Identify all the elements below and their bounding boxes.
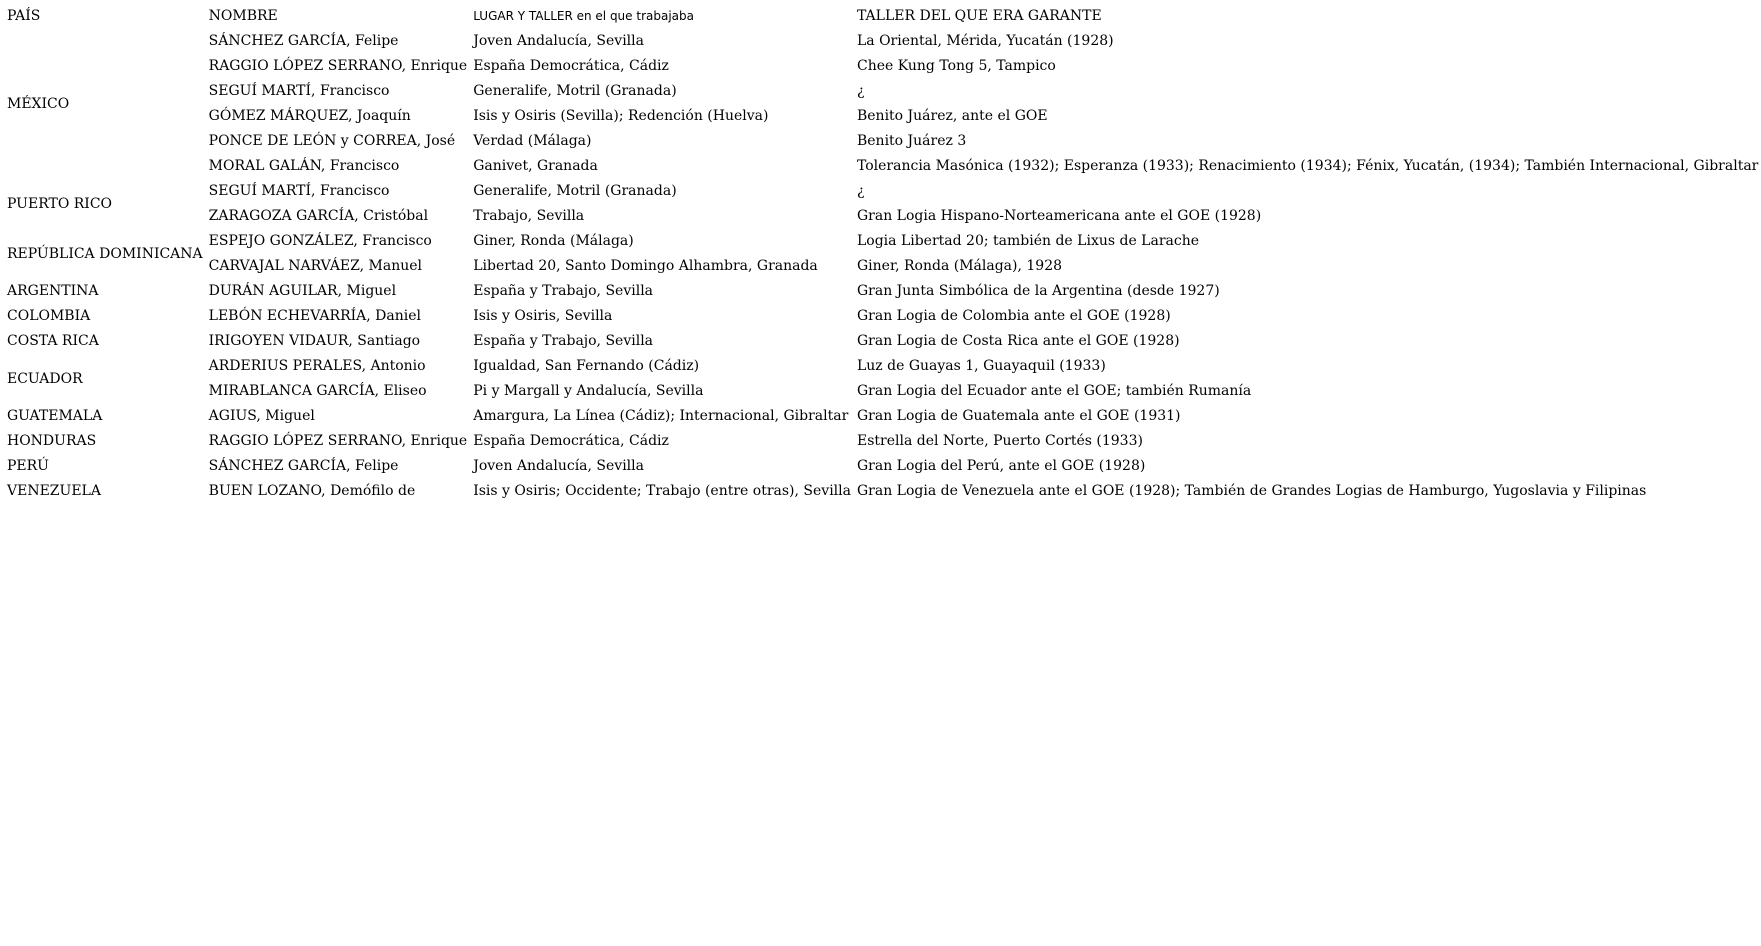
country-cell[interactable]: ARGENTINA — [7, 283, 99, 299]
lugar-cell[interactable]: Generalife, Motril (Granada) — [473, 83, 677, 99]
nombre-cell[interactable]: ARDERIUS PERALES, Antonio — [208, 358, 426, 374]
garante-cell[interactable]: Estrella del Norte, Puerto Cortés (1933) — [856, 433, 1143, 449]
country-cell[interactable]: MÉXICO — [7, 95, 70, 112]
nombre-cell[interactable]: MIRABLANCA GARCÍA, Eliseo — [208, 383, 427, 399]
lugar-cell[interactable]: España Democrática, Cádiz — [473, 58, 669, 74]
lugar-cell[interactable]: España Democrática, Cádiz — [473, 433, 669, 449]
garante-cell[interactable]: ¿ — [856, 183, 865, 199]
lugar-cell[interactable]: España y Trabajo, Sevilla — [473, 283, 654, 299]
nombre-cell[interactable]: IRIGOYEN VIDAUR, Santiago — [208, 333, 421, 349]
country-cell[interactable]: PERÚ — [7, 458, 49, 474]
table-row — [4, 204, 1761, 229]
garante-cell[interactable]: Tolerancia Masónica (1932); Esperanza (1933); Renacimiento (1934); Fénix, Yucatán, (1934); También Internacional, Gibraltar — [856, 158, 1759, 174]
nombre-cell[interactable]: DURÁN AGUILAR, Miguel — [208, 283, 397, 299]
nombre-cell[interactable]: PONCE DE LEÓN y CORREA, José — [208, 133, 456, 149]
table-row — [4, 254, 1761, 279]
garante-cell[interactable]: Gran Logia de Costa Rica ante el GOE (1928) — [856, 333, 1180, 349]
nombre-cell[interactable]: AGIUS, Miguel — [208, 408, 315, 424]
lugar-cell[interactable]: Isis y Osiris (Sevilla); Redención (Huelva) — [473, 108, 769, 124]
country-cell[interactable]: REPÚBLICA DOMINICANA — [7, 245, 203, 262]
lugar-cell[interactable]: Amargura, La Línea (Cádiz); Internacional, Gibraltar — [473, 408, 849, 424]
header-pais[interactable]: PAÍS — [7, 8, 41, 24]
header-garante[interactable]: TALLER DEL QUE ERA GARANTE — [856, 8, 1102, 24]
garante-cell[interactable]: Gran Logia de Colombia ante el GOE (1928) — [856, 308, 1171, 324]
table-row — [4, 179, 1761, 204]
garante-cell[interactable]: Gran Logia Hispano-Norteamericana ante el GOE (1928) — [856, 208, 1262, 224]
table-row — [4, 379, 1761, 404]
country-cell[interactable]: HONDURAS — [7, 433, 97, 449]
garante-cell[interactable]: Giner, Ronda (Málaga), 1928 — [856, 258, 1063, 274]
garante-cell[interactable]: Benito Juárez, ante el GOE — [856, 108, 1048, 124]
lugar-cell[interactable]: Joven Andalucía, Sevilla — [473, 33, 644, 49]
country-cell[interactable]: GUATEMALA — [7, 408, 103, 424]
nombre-cell[interactable]: BUEN LOZANO, Demófilo de — [208, 483, 416, 499]
garante-cell[interactable]: La Oriental, Mérida, Yucatán (1928) — [856, 33, 1114, 49]
nombre-cell[interactable]: SEGUÍ MARTÍ, Francisco — [208, 183, 390, 199]
nombre-cell[interactable]: SÁNCHEZ GARCÍA, Felipe — [208, 33, 399, 49]
table-row — [4, 104, 1761, 129]
table-row — [4, 304, 1761, 329]
nombre-cell[interactable]: ZARAGOZA GARCÍA, Cristóbal — [208, 208, 429, 224]
nombre-cell[interactable]: ESPEJO GONZÁLEZ, Francisco — [208, 233, 432, 249]
nombre-cell[interactable]: LEBÓN ECHEVARRÍA, Daniel — [208, 308, 421, 324]
table-row — [4, 429, 1761, 454]
lugar-cell[interactable]: Giner, Ronda (Málaga) — [473, 233, 634, 249]
lugar-cell[interactable]: Libertad 20, Santo Domingo Alhambra, Granada — [473, 258, 818, 274]
country-cell[interactable]: ECUADOR — [7, 370, 83, 387]
lugar-cell[interactable]: Igualdad, San Fernando (Cádiz) — [473, 358, 700, 374]
country-cell[interactable]: COSTA RICA — [7, 333, 99, 349]
nombre-cell[interactable]: GÓMEZ MÁRQUEZ, Joaquín — [208, 108, 411, 124]
lugar-cell[interactable]: Generalife, Motril (Granada) — [473, 183, 677, 199]
lugar-cell[interactable]: Ganivet, Granada — [473, 158, 598, 174]
table-row — [4, 54, 1761, 79]
table-row — [4, 354, 1761, 379]
garante-cell[interactable]: Gran Junta Simbólica de la Argentina (desde 1927) — [856, 283, 1220, 299]
lugar-cell[interactable]: Isis y Osiris; Occidente; Trabajo (entre otras), Sevilla — [473, 483, 851, 499]
nombre-cell[interactable]: RAGGIO LÓPEZ SERRANO, Enrique — [208, 58, 468, 74]
table-row — [4, 229, 1761, 254]
table-row — [4, 279, 1761, 304]
header-row — [4, 4, 1761, 29]
garante-cell[interactable]: Gran Logia de Venezuela ante el GOE (1928); También de Grandes Logias de Hamburgo, Yugoslavia y Filipinas — [856, 483, 1647, 499]
lugar-cell[interactable]: Pi y Margall y Andalucía, Sevilla — [473, 383, 704, 399]
lugar-cell[interactable]: Isis y Osiris, Sevilla — [473, 308, 613, 324]
garante-cell[interactable]: Benito Juárez 3 — [856, 133, 967, 149]
country-cell[interactable]: COLOMBIA — [7, 308, 91, 324]
table-row — [4, 79, 1761, 104]
table-row — [4, 329, 1761, 354]
garante-cell[interactable]: Gran Logia de Guatemala ante el GOE (1931) — [856, 408, 1181, 424]
garante-cell[interactable]: Logia Libertad 20; también de Lixus de Larache — [856, 233, 1200, 249]
table-row — [4, 404, 1761, 429]
lugar-cell[interactable]: Verdad (Málaga) — [473, 133, 592, 149]
lugar-cell[interactable]: Joven Andalucía, Sevilla — [473, 458, 644, 474]
nombre-cell[interactable]: RAGGIO LÓPEZ SERRANO, Enrique — [208, 433, 468, 449]
nombre-cell[interactable]: SEGUÍ MARTÍ, Francisco — [208, 83, 390, 99]
lugar-cell[interactable]: Trabajo, Sevilla — [473, 208, 585, 224]
garante-cell[interactable]: Gran Logia del Ecuador ante el GOE; también Rumanía — [856, 383, 1252, 399]
header-nombre[interactable]: NOMBRE — [208, 8, 278, 24]
masonic-guarantors-table — [4, 4, 1761, 504]
nombre-cell[interactable]: CARVAJAL NARVÁEZ, Manuel — [208, 258, 423, 274]
garante-cell[interactable]: Chee Kung Tong 5, Tampico — [856, 58, 1056, 74]
garante-cell[interactable]: ¿ — [856, 83, 865, 99]
header-lugar[interactable]: LUGAR Y TALLER en el que trabajaba — [473, 9, 694, 23]
country-cell[interactable]: PUERTO RICO — [7, 195, 113, 212]
garante-cell[interactable]: Luz de Guayas 1, Guayaquil (1933) — [856, 358, 1106, 374]
table-row — [4, 154, 1761, 179]
table-row — [4, 454, 1761, 479]
country-cell[interactable]: VENEZUELA — [7, 483, 101, 499]
table-row — [4, 129, 1761, 154]
table-row — [4, 479, 1761, 504]
garante-cell[interactable]: Gran Logia del Perú, ante el GOE (1928) — [856, 458, 1146, 474]
lugar-cell[interactable]: España y Trabajo, Sevilla — [473, 333, 654, 349]
nombre-cell[interactable]: MORAL GALÁN, Francisco — [208, 158, 400, 174]
table-row — [4, 29, 1761, 54]
nombre-cell[interactable]: SÁNCHEZ GARCÍA, Felipe — [208, 458, 399, 474]
